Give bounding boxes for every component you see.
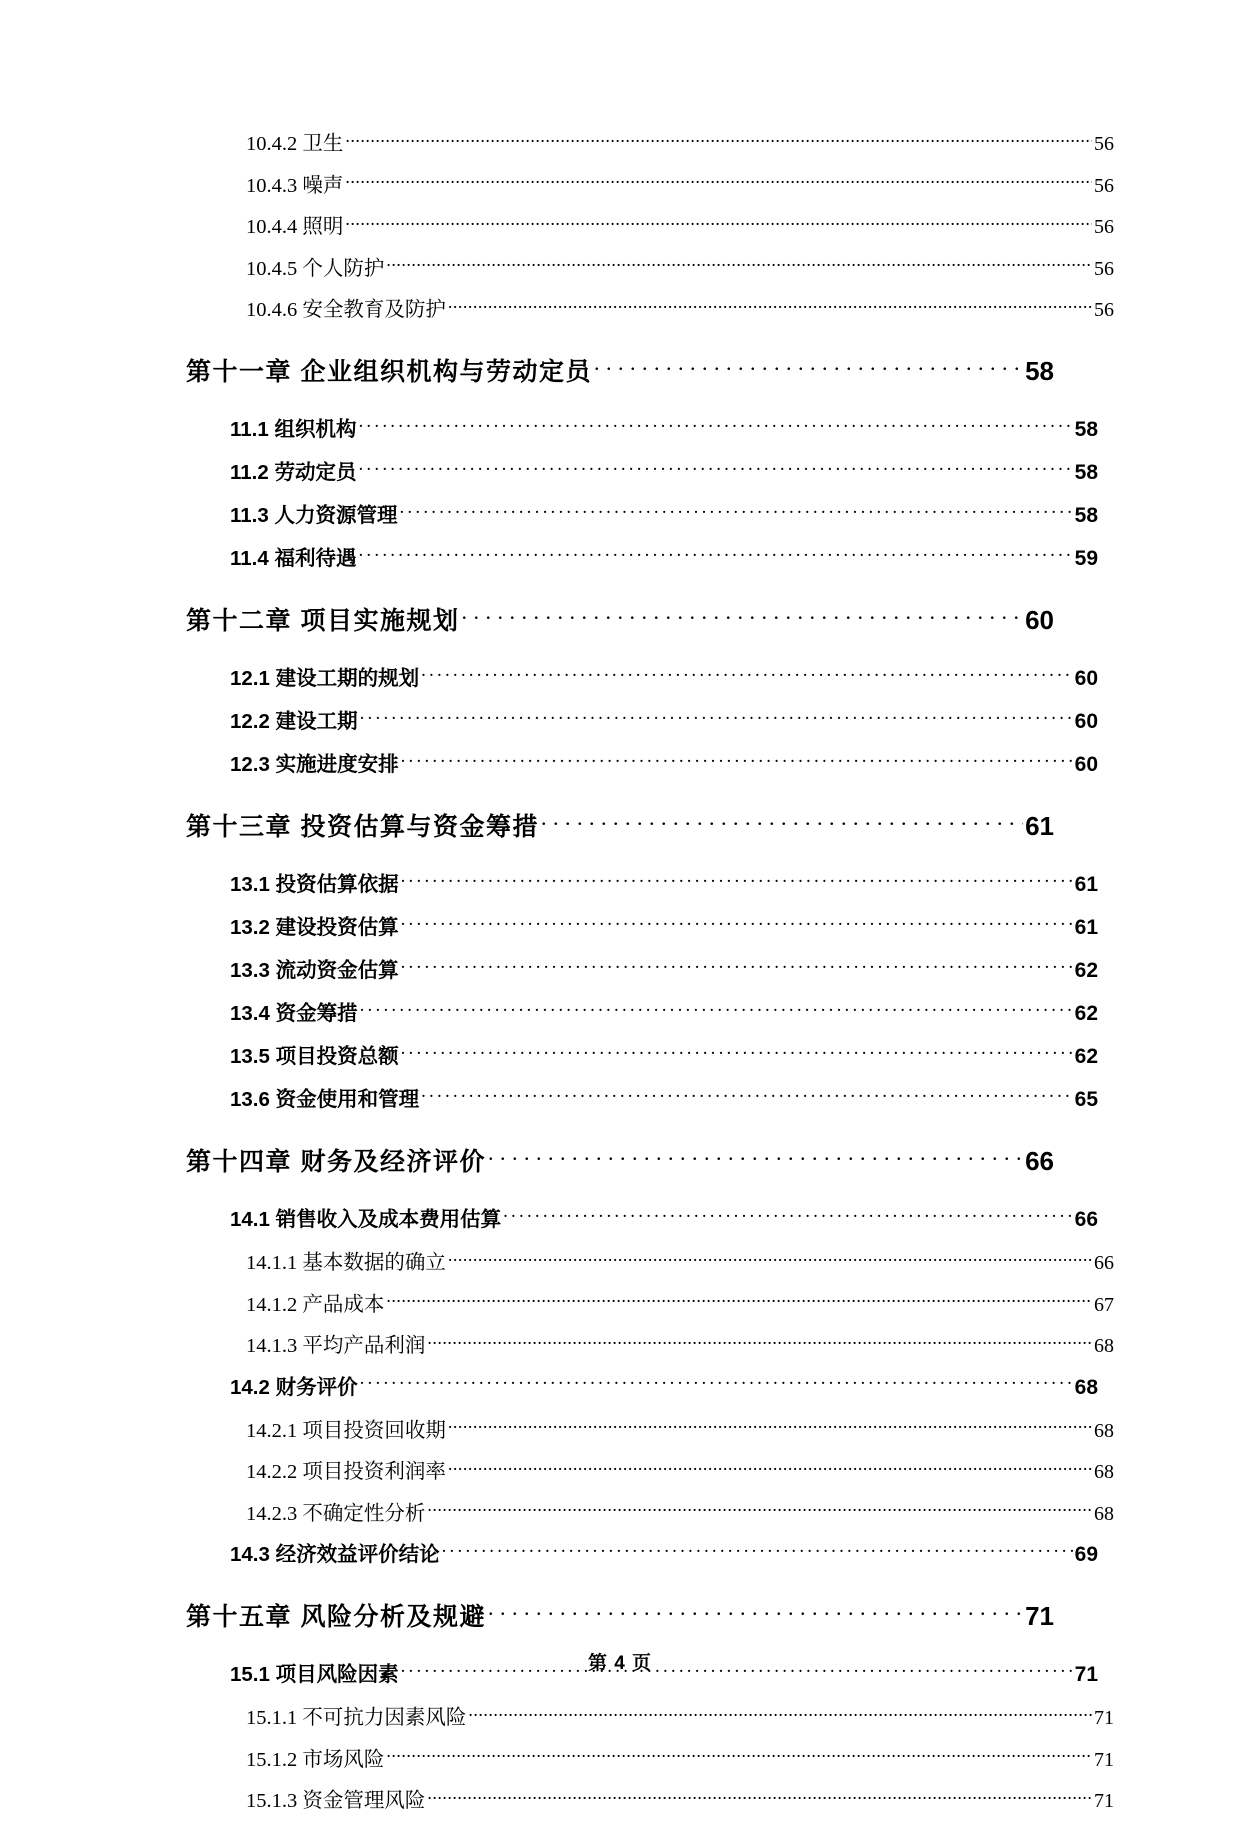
- toc-entry-label: 14.2.2 项目投资利润率: [246, 1461, 446, 1483]
- toc-entry-level-3[interactable]: [246, 209, 1114, 239]
- toc-entry-level-3[interactable]: [246, 1700, 1114, 1730]
- toc-entry-label: 10.4.6 安全教育及防护: [246, 299, 446, 321]
- toc-entry-label: 15.1.1 不可抗力因素风险: [246, 1707, 467, 1729]
- toc-entry-label: 第十四章 财务及经济评价: [186, 1148, 486, 1176]
- toc-entry-label: 14.2.3 不确定性分析: [246, 1502, 426, 1525]
- toc-dot-leader: [448, 296, 1092, 317]
- toc-entry-page-number: 71: [1094, 1790, 1114, 1812]
- toc-dot-leader: [401, 871, 1073, 892]
- toc-entry-page-number: 61: [1074, 873, 1098, 896]
- toc-entry-level-2[interactable]: [230, 661, 1098, 691]
- toc-entry-page-number: 68: [1094, 1335, 1114, 1357]
- toc-entry-page-number: 66: [1025, 1146, 1054, 1176]
- toc-entry-level-2[interactable]: [230, 704, 1098, 734]
- toc-entry-level-3[interactable]: [246, 168, 1114, 198]
- toc-dot-leader: [345, 213, 1092, 234]
- toc-entry-label: 10.4.3 噪声: [246, 174, 344, 197]
- toc-entry-label: 10.4.2 卫生: [246, 133, 344, 155]
- toc-entry-label: 第十五章 风险分析及规避: [186, 1603, 486, 1631]
- toc-dot-leader: [427, 1332, 1092, 1353]
- toc-entry-page-number: 69: [1074, 1543, 1098, 1566]
- toc-entry-label: 15.1.2 市场风险: [246, 1748, 385, 1771]
- toc-dot-leader: [401, 914, 1073, 935]
- toc-entry-page-number: 71: [1094, 1707, 1114, 1729]
- toc-dot-leader: [401, 751, 1073, 772]
- toc-dot-leader: [427, 1499, 1092, 1520]
- toc-dot-leader: [503, 1206, 1073, 1227]
- toc-entry-level-2[interactable]: [230, 953, 1098, 983]
- toc-entry-label: 13.6 资金使用和管理: [230, 1088, 420, 1111]
- toc-entry-level-2[interactable]: [230, 498, 1098, 528]
- toc-dot-leader: [345, 171, 1092, 192]
- toc-entry-label: 13.5 项目投资总额: [230, 1045, 399, 1068]
- toc-entry-label: 10.4.5 个人防护: [246, 257, 385, 280]
- toc-dot-leader: [448, 1458, 1092, 1479]
- toc-dot-leader: [358, 416, 1072, 437]
- toc-entry-label: 14.2 财务评价: [230, 1375, 358, 1399]
- toc-entry-label: 12.3 实施进度安排: [230, 753, 399, 776]
- toc-entry-page-number: 71: [1094, 1748, 1114, 1771]
- toc-entry-page-number: 71: [1025, 1601, 1054, 1631]
- toc-dot-leader: [594, 355, 1023, 380]
- toc-entry-label: 13.3 流动资金估算: [230, 959, 399, 982]
- toc-entry-level-3[interactable]: [246, 1287, 1114, 1317]
- page-footer: 第 4 页: [587, 1653, 653, 1674]
- toc-dot-leader: [461, 604, 1023, 629]
- toc-entry-label: 12.2 建设工期: [230, 710, 358, 733]
- toc-entry-label: 14.1.3 平均产品利润: [246, 1335, 426, 1357]
- toc-entry-page-number: 68: [1094, 1502, 1114, 1525]
- toc-dot-leader: [345, 130, 1092, 151]
- toc-entry-level-3[interactable]: [246, 251, 1114, 281]
- toc-entry-level-3[interactable]: [246, 1328, 1114, 1358]
- toc-entry-page-number: 60: [1074, 753, 1098, 776]
- toc-entry-label: 11.1 组织机构: [230, 418, 357, 441]
- toc-entry-page-number: 56: [1094, 216, 1114, 238]
- toc-entry-level-2[interactable]: [230, 1202, 1098, 1232]
- toc-entry-label: 10.4.4 照明: [246, 216, 344, 238]
- toc-dot-leader: [360, 1000, 1073, 1021]
- toc-dot-leader: [358, 459, 1072, 480]
- toc-dot-leader: [358, 545, 1072, 566]
- toc-entry-label: 14.1.2 产品成本: [246, 1293, 385, 1316]
- toc-entry-level-2[interactable]: [230, 1537, 1098, 1567]
- toc-entry-label: 第十二章 项目实施规划: [186, 607, 460, 635]
- toc-entry-page-number: 62: [1074, 959, 1098, 982]
- toc-entry-level-2[interactable]: [230, 867, 1098, 897]
- table-of-contents: [186, 126, 1114, 1825]
- toc-dot-leader: [399, 502, 1072, 523]
- toc-entry-page-number: 62: [1074, 1045, 1098, 1068]
- toc-entry-label: 15.1 项目风险因素: [230, 1663, 399, 1686]
- toc-entry-page-number: 67: [1094, 1293, 1114, 1316]
- toc-dot-leader: [442, 1541, 1073, 1562]
- toc-entry-label: 14.2.1 项目投资回收期: [246, 1419, 446, 1442]
- toc-entry-level-3[interactable]: [246, 1783, 1114, 1813]
- toc-entry-level-2[interactable]: [230, 1370, 1098, 1400]
- toc-dot-leader: [401, 1043, 1073, 1064]
- toc-entry-level-3[interactable]: [246, 1413, 1114, 1443]
- toc-entry-label: 第十一章 企业组织机构与劳动定员: [186, 358, 592, 386]
- toc-entry-page-number: 68: [1074, 1375, 1098, 1399]
- toc-entry-page-number: 68: [1094, 1461, 1114, 1483]
- toc-entry-level-1[interactable]: [186, 807, 1054, 843]
- toc-entry-label: 13.2 建设投资估算: [230, 916, 399, 939]
- toc-dot-leader: [386, 1745, 1092, 1766]
- toc-entry-level-3[interactable]: [246, 126, 1114, 156]
- toc-dot-leader: [360, 1373, 1073, 1394]
- toc-entry-label: 14.1.1 基本数据的确立: [246, 1252, 446, 1274]
- toc-dot-leader: [386, 1290, 1092, 1311]
- toc-entry-label: 14.3 经济效益评价结论: [230, 1543, 440, 1566]
- toc-dot-leader: [468, 1704, 1092, 1725]
- toc-entry-page-number: 65: [1074, 1088, 1098, 1111]
- toc-entry-page-number: 62: [1074, 1002, 1098, 1025]
- toc-dot-leader: [541, 810, 1023, 835]
- toc-entry-page-number: 59: [1074, 547, 1098, 570]
- toc-entry-level-2[interactable]: [230, 455, 1098, 485]
- toc-entry-level-1[interactable]: [186, 601, 1054, 637]
- toc-entry-label: 11.4 福利待遇: [230, 547, 357, 570]
- toc-entry-level-3[interactable]: [246, 1454, 1114, 1484]
- toc-entry-level-2[interactable]: [230, 1082, 1098, 1112]
- toc-dot-leader: [488, 1145, 1023, 1170]
- toc-entry-page-number: 61: [1074, 916, 1098, 939]
- toc-entry-page-number: 58: [1074, 418, 1098, 441]
- toc-entry-label: 11.3 人力资源管理: [230, 504, 398, 527]
- toc-entry-page-number: 58: [1025, 356, 1054, 386]
- toc-entry-label: 15.1.3 资金管理风险: [246, 1790, 426, 1812]
- toc-dot-leader: [401, 957, 1073, 978]
- toc-dot-leader: [488, 1600, 1023, 1625]
- toc-dot-leader: [360, 708, 1073, 729]
- toc-entry-level-2[interactable]: [230, 996, 1098, 1026]
- toc-entry-level-3[interactable]: [246, 1742, 1114, 1772]
- toc-entry-page-number: 56: [1094, 174, 1114, 197]
- toc-entry-label: 12.1 建设工期的规划: [230, 667, 420, 690]
- toc-entry-page-number: 60: [1025, 605, 1054, 635]
- toc-entry-page-number: 66: [1094, 1252, 1114, 1274]
- toc-entry-page-number: 60: [1074, 710, 1098, 733]
- toc-entry-page-number: 56: [1094, 299, 1114, 321]
- toc-entry-page-number: 71: [1074, 1663, 1098, 1686]
- toc-entry-level-3[interactable]: [246, 1496, 1114, 1526]
- toc-entry-label: 13.1 投资估算依据: [230, 873, 399, 896]
- toc-dot-leader: [421, 1086, 1073, 1107]
- toc-dot-leader: [421, 665, 1073, 686]
- toc-dot-leader: [448, 1416, 1092, 1437]
- toc-entry-page-number: 60: [1074, 667, 1098, 690]
- toc-entry-level-2[interactable]: [230, 412, 1098, 442]
- toc-entry-page-number: 56: [1094, 133, 1114, 155]
- toc-entry-label: 14.1 销售收入及成本费用估算: [230, 1208, 502, 1231]
- toc-entry-level-2[interactable]: [230, 541, 1098, 571]
- toc-entry-level-2[interactable]: [230, 1039, 1098, 1069]
- toc-entry-label: 第十三章 投资估算与资金筹措: [186, 813, 539, 841]
- toc-entry-level-2[interactable]: [230, 747, 1098, 777]
- toc-entry-level-1[interactable]: [186, 1597, 1054, 1633]
- toc-entry-page-number: 61: [1025, 811, 1054, 841]
- toc-dot-leader: [386, 254, 1092, 275]
- toc-entry-page-number: 66: [1074, 1208, 1098, 1231]
- toc-entry-page-number: 58: [1074, 504, 1098, 527]
- toc-entry-level-3[interactable]: [246, 1245, 1114, 1275]
- toc-entry-page-number: 58: [1074, 461, 1098, 484]
- toc-entry-label: 11.2 劳动定员: [230, 461, 357, 484]
- toc-entry-page-number: 68: [1094, 1419, 1114, 1442]
- toc-entry-level-1[interactable]: [186, 1142, 1054, 1178]
- toc-entry-level-1[interactable]: [186, 352, 1054, 388]
- toc-dot-leader: [448, 1249, 1092, 1270]
- toc-entry-level-3[interactable]: [246, 292, 1114, 322]
- toc-entry-label: 13.4 资金筹措: [230, 1002, 358, 1025]
- toc-entry-page-number: 56: [1094, 257, 1114, 280]
- toc-dot-leader: [427, 1787, 1092, 1808]
- toc-entry-level-2[interactable]: [230, 910, 1098, 940]
